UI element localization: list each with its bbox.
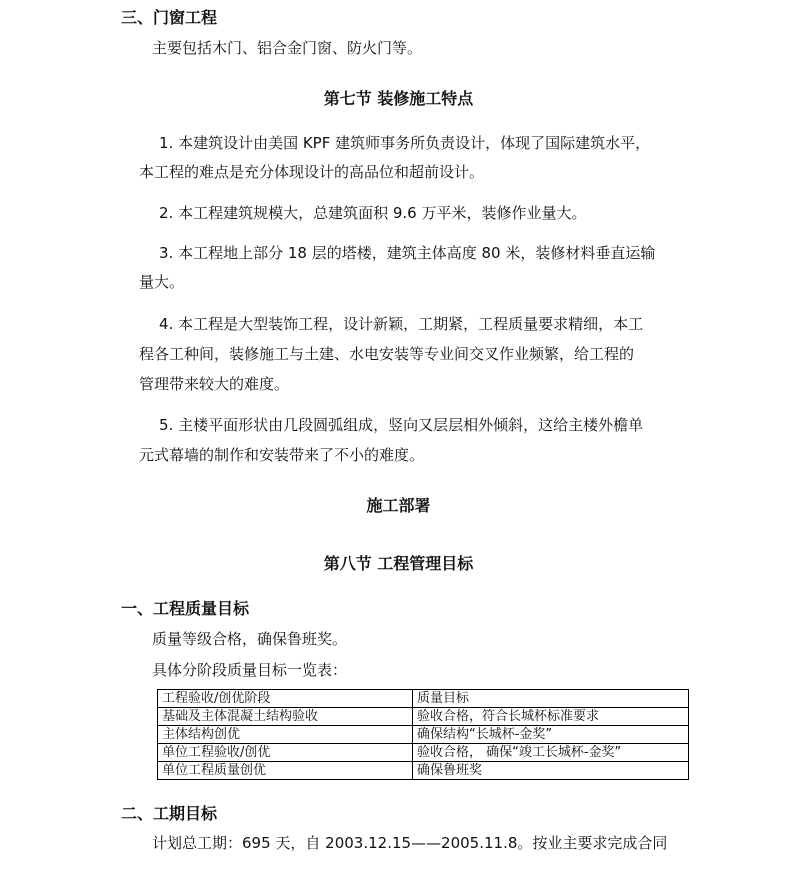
table-row [158,726,689,744]
table-cell: 确保鲁班奖 [413,762,689,780]
table-header-cell: 质量目标 [413,690,689,708]
item3-line2: 量大。 [139,273,185,291]
item4-line3: 管理带来较大的难度。 [139,375,290,393]
table-row [158,762,689,780]
item4-line1: 4. 本工程是大型装饰工程，设计新颖，工期紧，工程质量要求精细，本工 [159,315,644,333]
table-cell: 单位工程验收/创优 [158,744,413,762]
item4-line2: 程各工种间，装修施工与土建、水电安装等专业间交叉作业频繁，给工程的 [139,345,635,363]
section-heading-doors-windows: 三、门窗工程 [121,8,218,27]
table-header-row [158,690,689,708]
table-cell: 验收合格，符合长城杯标准要求 [413,708,689,726]
quality-target-table [157,689,689,780]
schedule-line1: 计划总工期：695 天，自 2003.12.15——2005.11.8。按业主要求完成合同 [152,834,668,852]
quality-line1: 质量等级合格，确保鲁班奖。 [152,630,348,648]
table-cell: 验收合格， 确保“竣工长城杯-金奖” [413,744,689,762]
table-cell: 基础及主体混凝土结构验收 [158,708,413,726]
item3-line1: 3. 本工程地上部分 18 层的塔楼，建筑主体高度 80 米，装修材料垂直运输 [159,244,656,262]
table-cell: 单位工程质量创优 [158,762,413,780]
table-cell: 确保结构“长城杯-金奖” [413,726,689,744]
item5-line2: 元式幕墙的制作和安装带来了不小的难度。 [139,446,425,464]
item2-line1: 2. 本工程建筑规模大，总建筑面积 9.6 万平米，装修作业量大。 [159,204,587,222]
section8-title: 第八节 工程管理目标 [323,554,474,573]
table-row [158,744,689,762]
item1-line1: 1. 本建筑设计由美国 KPF 建筑师事务所负责设计，体现了国际建筑水平， [159,134,651,152]
table-row [158,708,689,726]
doors-windows-text: 主要包括木门、铝合金门窗、防火门等。 [152,39,423,57]
table-cell: 主体结构创优 [158,726,413,744]
section7-title: 第七节 装修施工特点 [323,89,474,108]
schedule-heading: 二、工期目标 [121,804,218,823]
quality-heading: 一、工程质量目标 [121,599,250,618]
item5-line1: 5. 主楼平面形状由几段圆弧组成，竖向又层层相外倾斜，这给主楼外檐单 [159,416,644,434]
table-header-cell: 工程验收/创优阶段 [158,690,413,708]
quality-line2: 具体分阶段质量目标一览表： [152,661,348,679]
part-title: 施工部署 [366,496,431,515]
item1-line2: 本工程的难点是充分体现设计的高品位和超前设计。 [139,163,485,181]
